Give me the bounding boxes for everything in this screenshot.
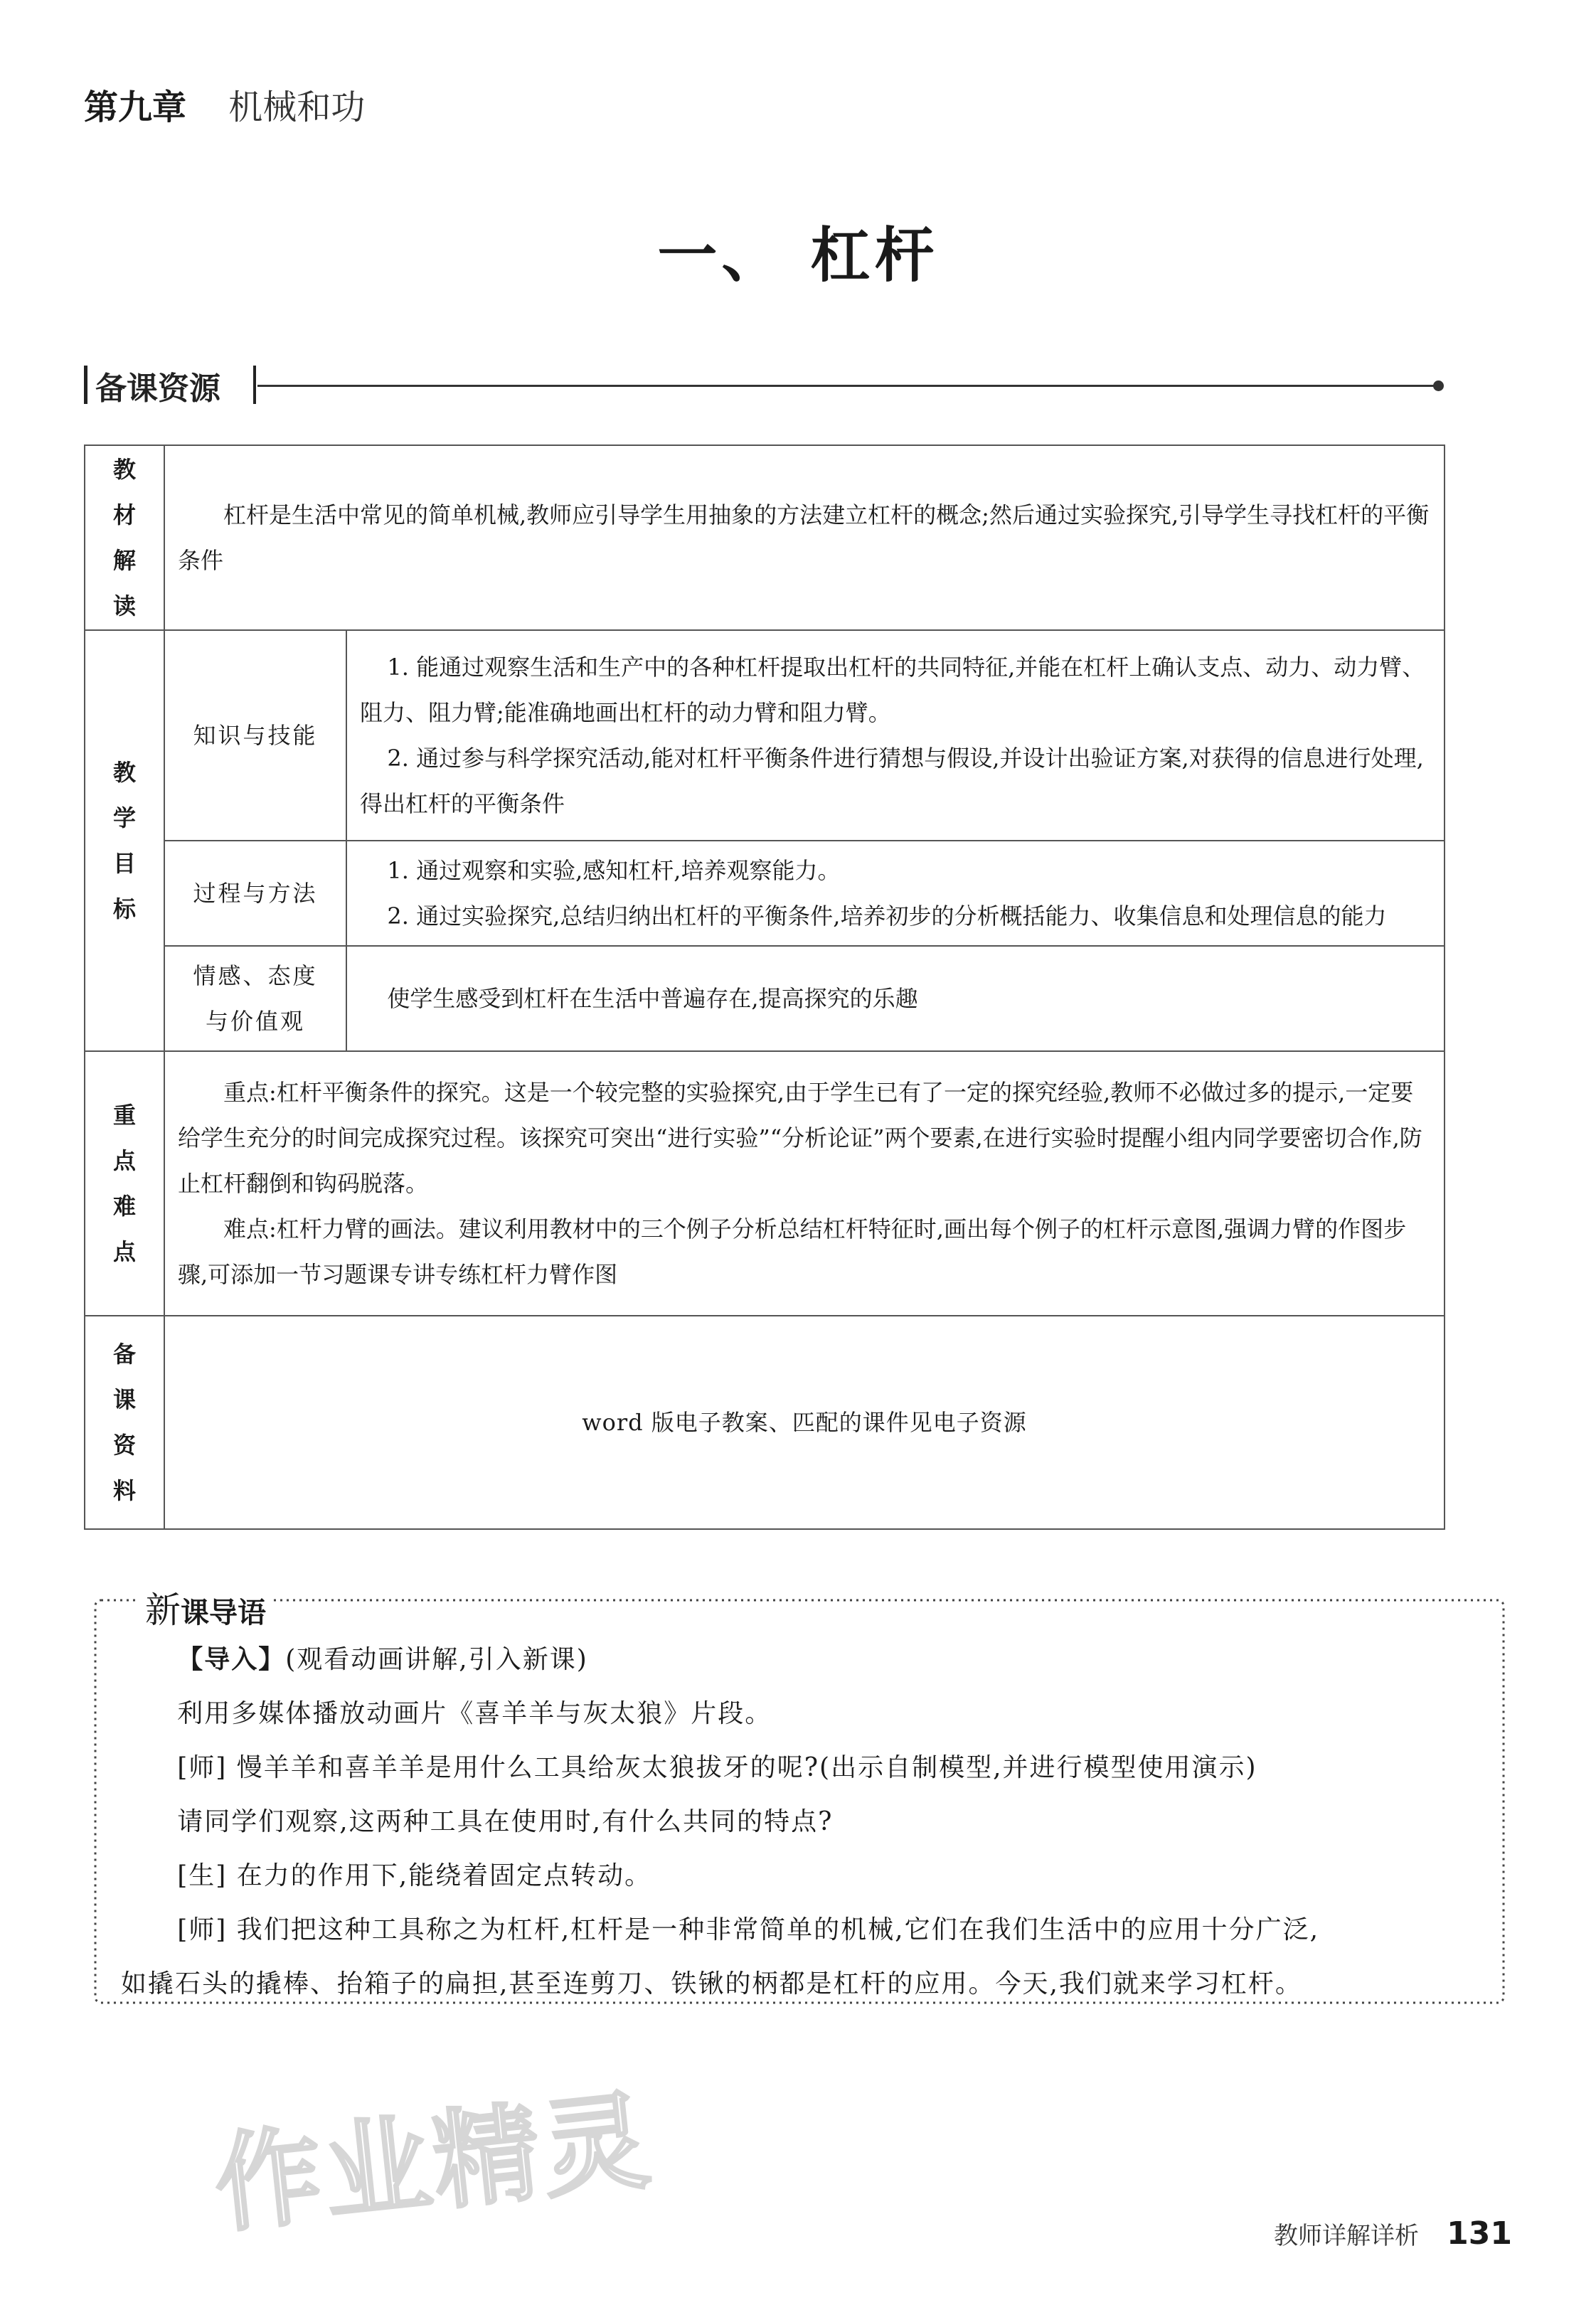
- label-process: 过程与方法: [164, 841, 346, 946]
- label-knowledge: 知识与技能: [164, 630, 346, 841]
- intro-heading-big: 新: [145, 1590, 181, 1631]
- footer-label: 教师详解详析: [1274, 2222, 1420, 2250]
- intro-line-5a: [师] 我们把这种工具称之为杠杆,杠杆是一种非常简单的机械,它们在我们生活中的应用十分广泛,: [177, 1915, 1320, 1944]
- lesson-prep-table: [84, 445, 1445, 1530]
- page-number: 131: [1447, 2215, 1512, 2252]
- material-reading-text: 杠杆是生活中常见的简单机械,教师应引导学生用抽象的方法建立杠杆的概念;然后通过实验探究,引导学生寻找杠杆的平衡条件: [164, 445, 1445, 630]
- heading-bar-right: [253, 366, 256, 404]
- row-key-points: [85, 1051, 1445, 1316]
- row-materials: [85, 1316, 1445, 1529]
- watermark-logo: 作业精灵: [209, 2079, 658, 2248]
- section-heading: [84, 361, 1444, 407]
- key-points-text: 重点:杠杆平衡条件的探究。这是一个较完整的实验探究,由于学生已有了一定的探究经验,教师不必做过多的提示,一定要给学生充分的时间完成探究过程。该探究可突出“进行实验”“分析论证”两个要素,在进行实验时提醒小组内同学要密切合作,防止杠杆翻倒和钩码脱落。 难点:杠杆力臂的画法。建议利用教材中的三个例子分析总结杠杆特征时,画出每个例子的杠杆示意图,强调力臂的作图步骤,可添加一节习题课专讲专练杠杆力臂作图: [164, 1051, 1445, 1316]
- row-emotion: [85, 946, 1445, 1051]
- intro-lead: 【导入】(观看动画讲解,引入新课): [177, 1645, 588, 1674]
- intro-heading-rest: 课导语: [181, 1597, 266, 1629]
- row-process: [85, 841, 1445, 946]
- intro-line-3: 请同学们观察,这两种工具在使用时,有什么共同的特点?: [177, 1807, 834, 1836]
- knowledge-text: 1. 能通过观察生活和生产中的各种杠杆提取出杠杆的共同特征,并能在杠杆上确认支点、动力、动力臂、阻力、阻力臂;能准确地画出杠杆的动力臂和阻力臂。 2. 通过参与科学探究活动,能对杠杆平衡条件进行猜想与假设,并设计出验证方案,对获得的信息进行处理,得出杠杆的平衡条件: [346, 630, 1445, 841]
- lesson-title: 一、 杠杆: [657, 220, 939, 290]
- new-lesson-intro: [92, 1590, 1508, 2010]
- materials-text: word 版电子教案、匹配的课件见电子资源: [164, 1316, 1445, 1529]
- process-text: 1. 通过观察和实验,感知杠杆,培养观察能力。 2. 通过实验探究,总结归纳出杠杆的平衡条件,培养初步的分析概括能力、收集信息和处理信息的能力: [346, 841, 1445, 946]
- intro-heading: [138, 1582, 273, 1633]
- label-emotion: 情感、态度 与价值观: [164, 946, 346, 1051]
- chapter-number: 第九章: [84, 87, 187, 127]
- row-knowledge: [85, 630, 1445, 841]
- label-key-points: 重 点 难 点: [85, 1051, 164, 1316]
- heading-bar-left: [84, 366, 87, 404]
- label-materials: 备 课 资 料: [85, 1316, 164, 1529]
- intro-line-2: [师] 慢羊羊和喜羊羊是用什么工具给灰太狼拔牙的呢?(出示自制模型,并进行模型使用演示): [177, 1753, 1257, 1782]
- emotion-text: 使学生感受到杠杆在生活中普遍存在,提高探究的乐趣: [346, 946, 1445, 1051]
- page-footer: [1274, 2215, 1512, 2252]
- heading-rule: [257, 385, 1435, 387]
- intro-content: [121, 1633, 1479, 2011]
- heading-rule-dot: [1433, 380, 1444, 391]
- section-heading-label: 备课资源: [95, 371, 220, 407]
- chapter-name: 机械和功: [228, 87, 366, 127]
- label-teaching-goals: 教 学 目 标: [85, 630, 164, 1051]
- row-material-reading: [85, 445, 1445, 630]
- intro-line-5b: 如撬石头的撬棒、抬箱子的扁担,甚至连剪刀、铁锹的柄都是杠杆的应用。今天,我们就来学习杠杆。: [121, 1969, 1302, 1998]
- label-material-reading: 教 材 解 读: [85, 445, 164, 630]
- chapter-header: [84, 80, 365, 129]
- intro-line-4: [生] 在力的作用下,能绕着固定点转动。: [177, 1861, 652, 1890]
- intro-line-1: 利用多媒体播放动画片《喜羊羊与灰太狼》片段。: [177, 1699, 772, 1728]
